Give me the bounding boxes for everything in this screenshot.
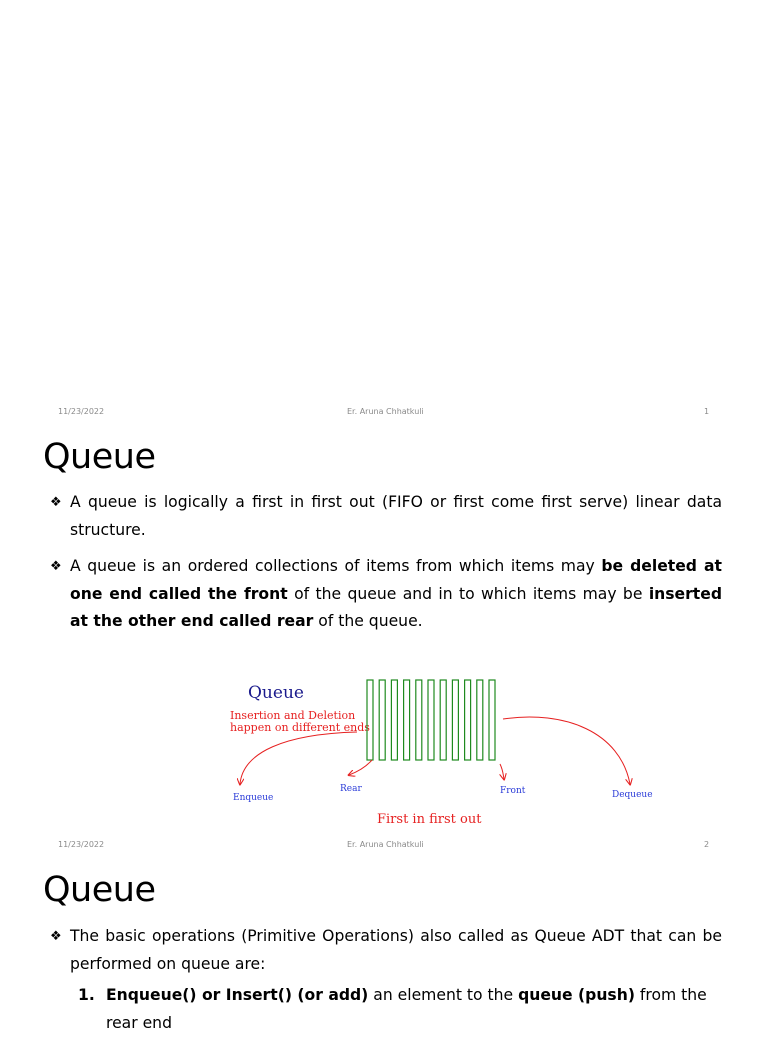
rear-arrow <box>349 760 372 775</box>
queue-slot <box>367 680 373 760</box>
footer-author: Er. Aruna Chhatkuli <box>347 407 424 416</box>
queue-diagram <box>225 672 653 832</box>
slide-2-footer <box>0 840 768 854</box>
slide-3-title: Queue <box>43 870 156 910</box>
diamond-bullet-icon: ❖ <box>50 929 62 944</box>
bullet-text: of the queue. <box>313 612 423 630</box>
queue-slot <box>440 680 446 760</box>
diagram-title: Queue <box>248 683 304 703</box>
enqueue-arrow <box>240 732 357 784</box>
bullet-bold-text: be deleted at one end called the front <box>70 557 722 603</box>
bullet-text: of the queue and in to which items may be <box>287 584 649 603</box>
queue-slot <box>477 680 483 760</box>
list-bold-text: queue (push) <box>518 986 635 1004</box>
footer-date: 11/23/2022 <box>58 407 105 416</box>
slide-1-footer <box>0 407 768 421</box>
dequeue-arrow <box>503 717 630 784</box>
diamond-bullet-icon: ❖ <box>50 495 62 510</box>
diagram-note-line-2: happen on different ends <box>230 721 370 734</box>
footer-page-number: 2 <box>704 840 710 849</box>
slide-2-bullet-1 <box>50 489 722 544</box>
list-number: 1. <box>78 986 95 1004</box>
queue-slot <box>416 680 422 760</box>
queue-slot <box>391 680 397 760</box>
queue-bars <box>367 680 495 760</box>
slide-3-bullet-1 <box>50 923 722 978</box>
diagram-note-line-1: Insertion and Deletion <box>230 709 356 722</box>
diagram-caption: First in first out <box>377 812 482 827</box>
queue-slot <box>465 680 471 760</box>
list-text: an element to the <box>368 986 519 1004</box>
label-enqueue: Enqueue <box>233 793 274 803</box>
bullet-bold-text: inserted at the other end called rear <box>70 584 722 630</box>
queue-slot <box>379 680 385 760</box>
list-bold-text: Enqueue() or Insert() (or add) <box>106 986 369 1004</box>
label-rear: Rear <box>340 784 362 794</box>
queue-slot <box>489 680 495 760</box>
queue-slot <box>452 680 458 760</box>
slide-2-bullet-2 <box>50 553 722 636</box>
diamond-bullet-icon: ❖ <box>50 559 62 574</box>
footer-date: 11/23/2022 <box>58 840 105 849</box>
label-dequeue: Dequeue <box>612 790 653 800</box>
label-front: Front <box>500 786 526 796</box>
footer-page-number: 1 <box>704 407 710 416</box>
queue-slot <box>428 680 434 760</box>
bullet-text: The basic operations (Primitive Operations) also called as Queue ADT that can be performed on queue are: <box>70 927 722 973</box>
slide-3-list-item-1 <box>78 982 722 1037</box>
footer-author: Er. Aruna Chhatkuli <box>347 840 424 849</box>
list-text: from the rear end <box>106 986 707 1032</box>
front-arrow <box>500 764 504 779</box>
bullet-text: A queue is logically a first in first out (FIFO or first come first serve) linear data structure. <box>70 493 722 539</box>
bullet-text: A queue is an ordered collections of items from which items may <box>70 557 602 575</box>
slide-2-title: Queue <box>43 437 156 477</box>
queue-slot <box>404 680 410 760</box>
